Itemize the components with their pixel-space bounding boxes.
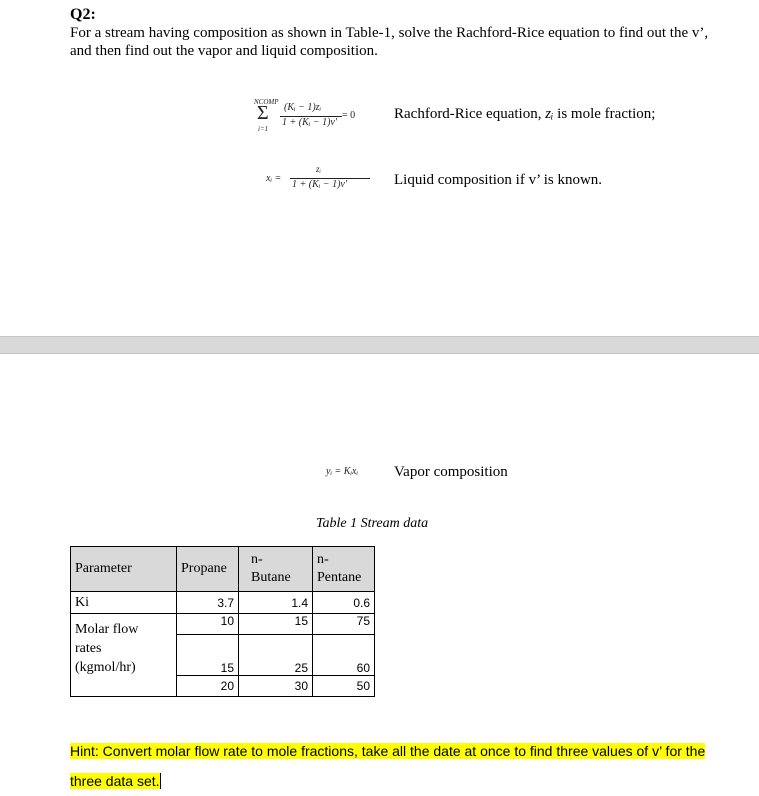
molar-flow-label: Molar flow rates (kgmol/hr) <box>71 614 177 697</box>
table-cell: 10 <box>177 614 239 635</box>
question-body: For a stream having composition as shown in Table-1, solve the Rachford-Rice equation to find out the v’, and then find out the vapor and liquid composition. <box>70 25 709 59</box>
table-cell: 15 <box>177 635 239 676</box>
table-cell: 0.6 <box>313 592 375 614</box>
rr-numerator: (Kᵢ − 1)zᵢ <box>284 102 322 113</box>
liquid-denominator: 1 + (Kᵢ − 1)v′ <box>292 179 348 190</box>
table-cell: 20 <box>177 676 239 697</box>
liquid-lhs: xᵢ = <box>266 173 282 184</box>
page-break <box>0 336 759 354</box>
table-cell: 60 <box>313 635 375 676</box>
sum-upper-limit: NCOMP <box>254 98 279 106</box>
sigma-symbol: Σ <box>257 102 269 124</box>
table-cell: 30 <box>239 676 313 697</box>
liquid-numerator: zᵢ <box>316 164 321 174</box>
header-n-butane: n- Butane <box>239 547 313 592</box>
ki-label: Ki <box>71 592 177 614</box>
header-propane: Propane <box>177 547 239 592</box>
table-cell: 25 <box>239 635 313 676</box>
table-caption: Table 1 Stream data <box>316 516 429 531</box>
table-cell: 50 <box>313 676 375 697</box>
table-header-row <box>71 547 375 592</box>
sum-lower-limit: i=1 <box>258 125 269 133</box>
rachford-rice-equation <box>254 98 384 138</box>
hint-text[interactable] <box>70 736 710 796</box>
vapor-composition-note: Vapor composition <box>394 464 508 480</box>
liquid-composition-note: Liquid composition if v’ is known. <box>394 172 603 188</box>
rr-denominator: 1 + (Kᵢ − 1)v′ <box>282 117 338 128</box>
question-title: Q2: <box>70 6 96 23</box>
table-row-molar-1 <box>71 614 375 635</box>
table-cell: 15 <box>239 614 313 635</box>
table-cell: 3.7 <box>177 592 239 614</box>
header-n-pentane: n- Pentane <box>313 547 375 592</box>
stream-data-table <box>70 546 375 697</box>
hint-highlight: Hint: Convert molar flow rate to mole fractions, take all the date at once to find three values of v’ for the three data set. <box>70 743 706 789</box>
header-parameter: Parameter <box>71 547 177 592</box>
table-cell: 1.4 <box>239 592 313 614</box>
table-cell: 75 <box>313 614 375 635</box>
rachford-rice-note: Rachford-Rice equation, zᵢ is mole fraction; <box>394 106 656 122</box>
vapor-composition-equation: yᵢ = Kᵢxᵢ <box>326 466 359 477</box>
rr-rhs: = 0 <box>342 110 356 121</box>
liquid-composition-equation <box>266 164 376 200</box>
table-row-ki <box>71 592 375 614</box>
text-cursor <box>160 773 161 789</box>
